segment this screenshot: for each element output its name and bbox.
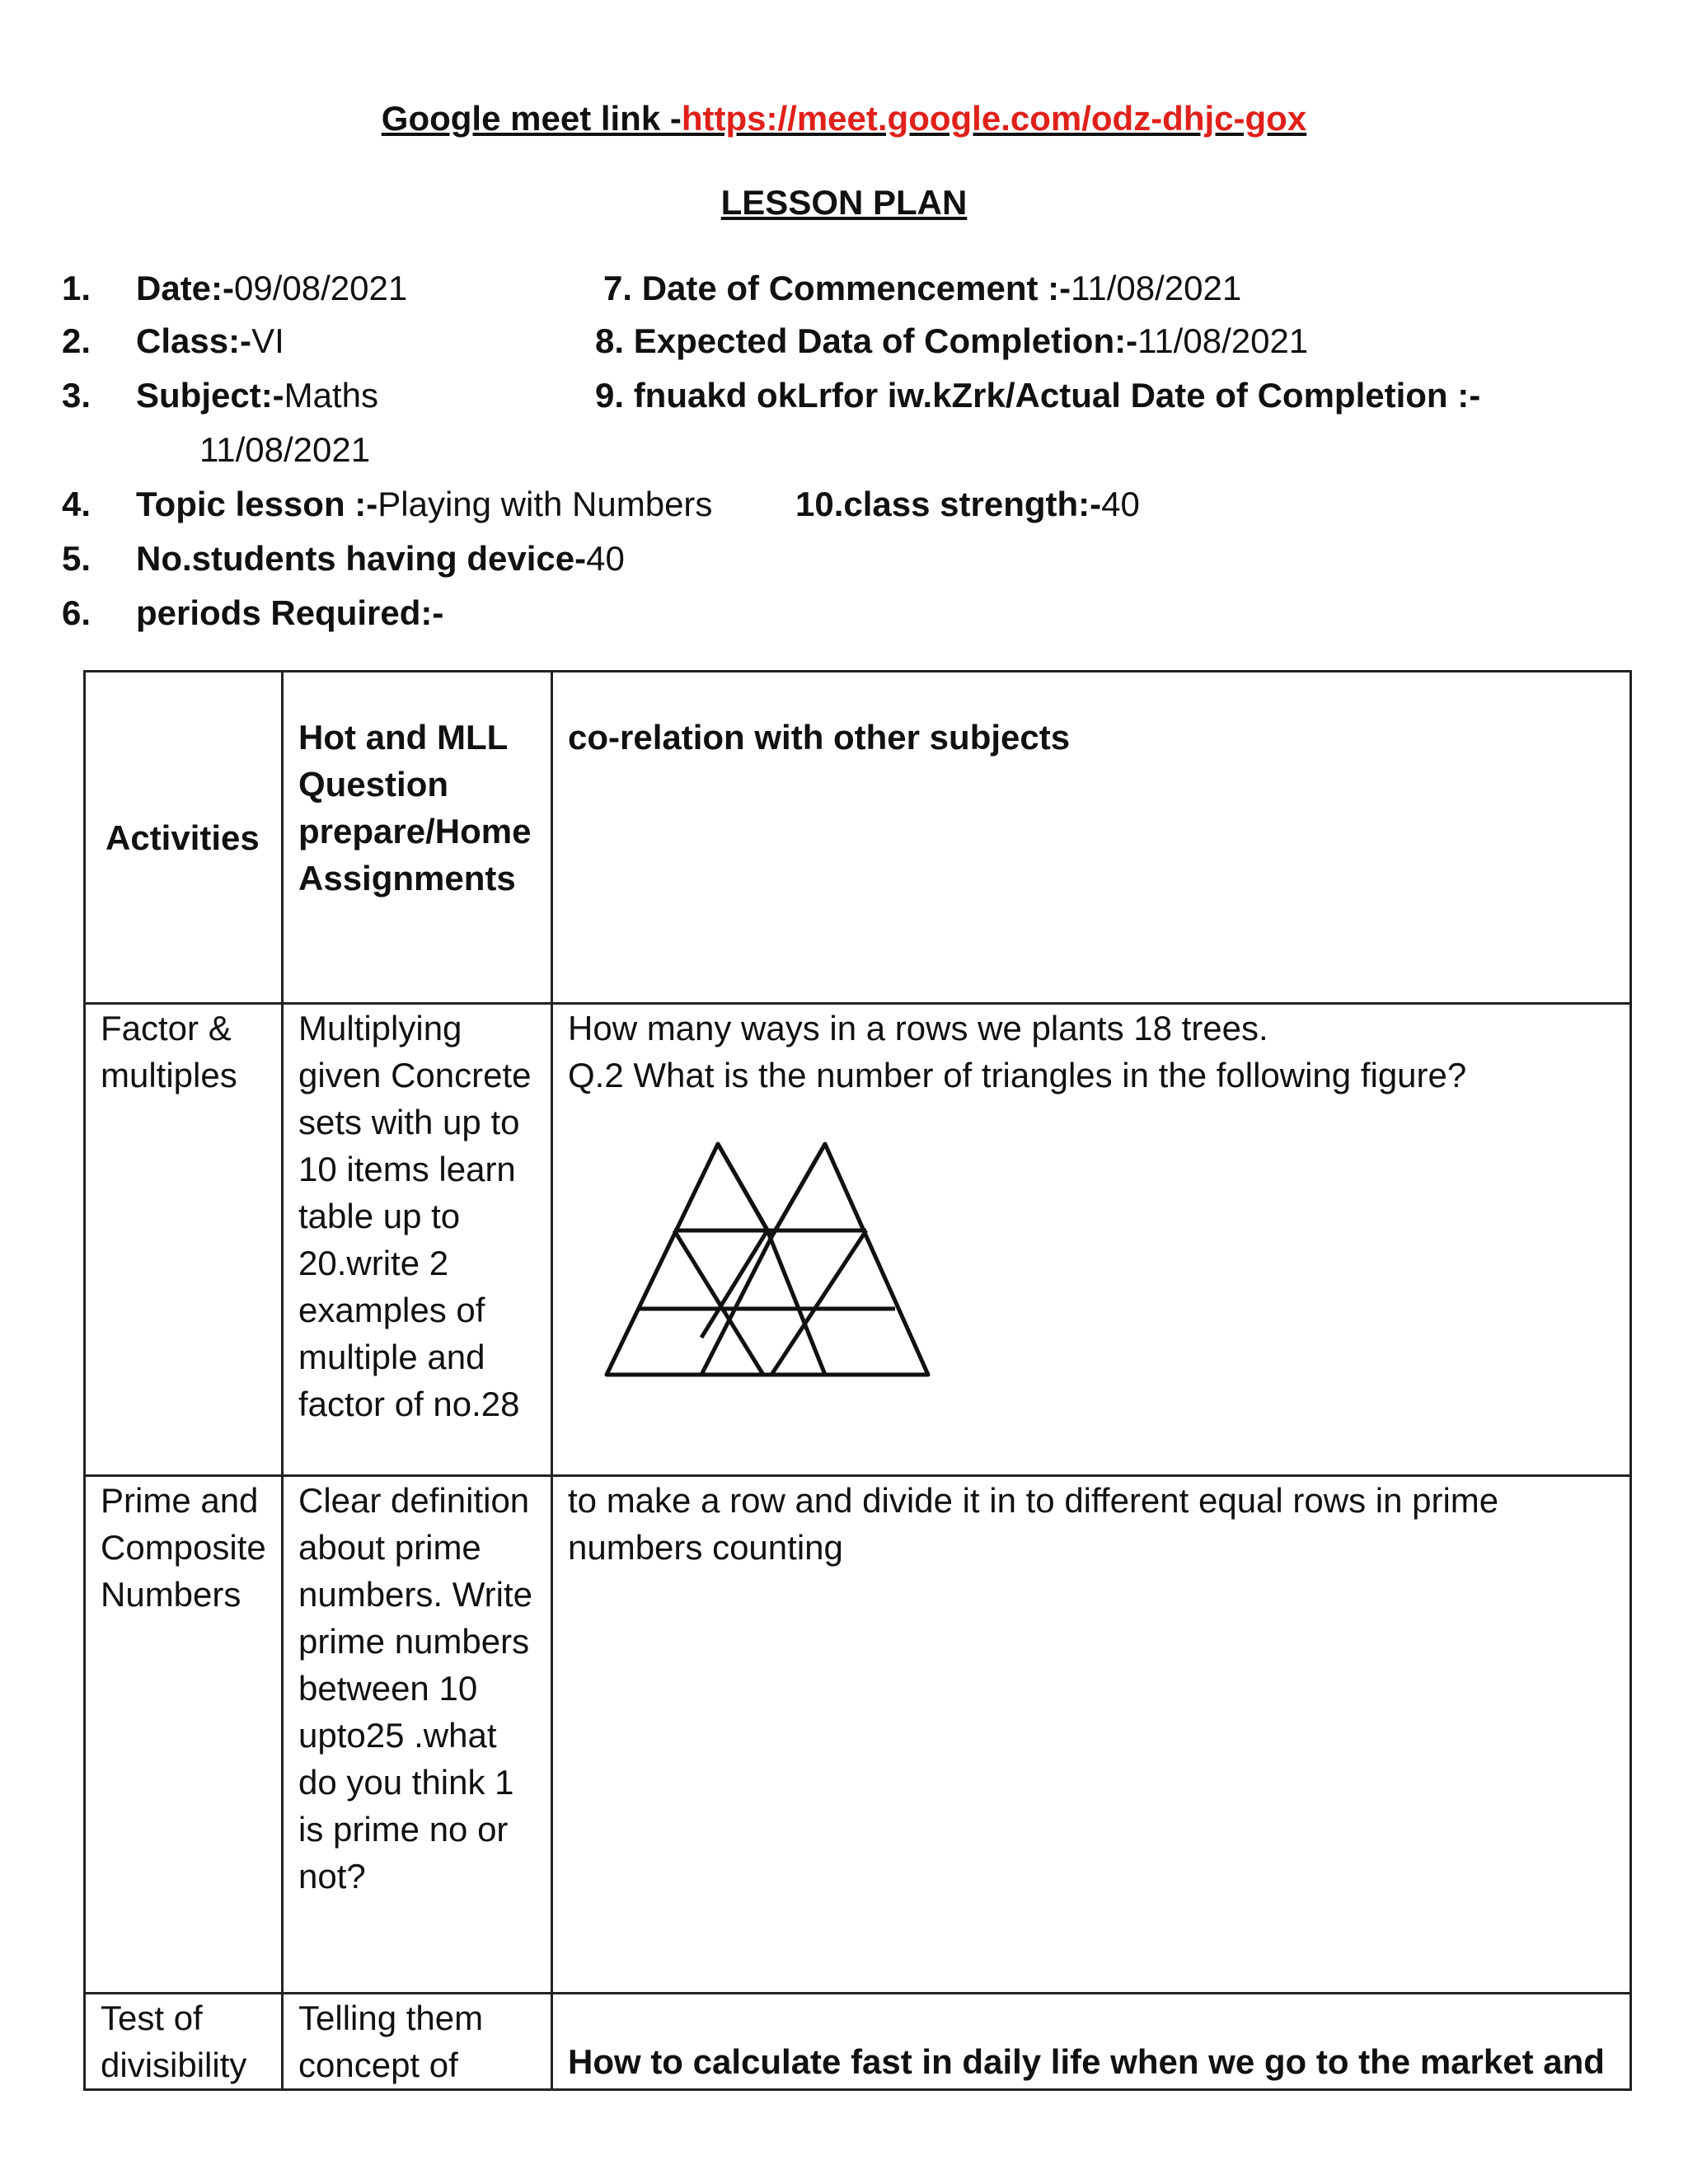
activity-cell: Factor & multiples <box>85 1004 283 1476</box>
assignment-cell: Clear definition about prime numbers. Write prime numbers between 10 upto25 .what do you think 1 is prime no or not? <box>283 1476 552 1994</box>
activity-cell: Prime and Composite Numbers <box>85 1476 283 1994</box>
header-assignments: Hot and MLL Question prepare/Home Assignments <box>283 672 552 1004</box>
students-label: No.students having device- <box>136 539 587 578</box>
assignment-cell: Telling them concept of <box>283 1994 552 2090</box>
grid-line <box>771 1230 866 1375</box>
lesson-table <box>83 670 1632 2091</box>
subject-label: Subject:- <box>136 376 284 415</box>
header-activities: Activities <box>85 672 283 1004</box>
class-label: Class:- <box>136 321 252 360</box>
strength-label: 10.class strength:- <box>795 485 1102 523</box>
date-field <box>136 269 407 308</box>
class-field <box>136 321 284 361</box>
topic-label: Topic lesson :- <box>136 485 378 523</box>
grid-line <box>771 1144 825 1237</box>
corelation-cell: to make a row and divide it in to different equal rows in prime numbers counting <box>552 1476 1631 1994</box>
item-number: 1. <box>62 269 91 307</box>
table-row <box>85 1004 1631 1476</box>
commencement-value: 11/08/2021 <box>1071 269 1242 307</box>
subject-continuation: 11/08/2021 <box>199 430 371 469</box>
table-row <box>85 1994 1631 2090</box>
item-number: 2. <box>62 321 91 360</box>
meet-label: Google meet link - <box>381 99 682 138</box>
date-label: Date:- <box>136 269 235 307</box>
item-number: 4. <box>62 485 91 523</box>
triangle-grid-figure <box>603 1140 932 1387</box>
grid-line <box>674 1230 763 1375</box>
expected-label: 8. Expected Data of Completion:- <box>595 321 1138 360</box>
actual-field <box>595 376 1480 415</box>
item-number: 5. <box>62 539 91 578</box>
item-number: 3. <box>62 376 91 415</box>
corelation-question: Q.2 What is the number of triangles in the following figure? <box>568 1056 1467 1094</box>
meet-url-link[interactable]: https://meet.google.com/odz-dhjc-gox <box>681 99 1307 138</box>
periods-label: periods Required:- <box>136 593 444 632</box>
page-title: LESSON PLAN <box>720 183 968 222</box>
corelation-cell: How to calculate fast in daily life when we go to the market and <box>552 1994 1631 2090</box>
strength-field <box>795 485 1140 524</box>
strength-value: 40 <box>1101 485 1140 523</box>
corelation-text: How many ways in a rows we plants 18 trees. <box>568 1009 1268 1047</box>
expected-value: 11/08/2021 <box>1137 321 1309 360</box>
class-value: VI <box>251 321 284 360</box>
date-value: 09/08/2021 <box>234 269 408 307</box>
header-corelation: co-relation with other subjects <box>552 672 1631 1004</box>
grid-line <box>767 1230 825 1375</box>
subject-value: Maths <box>284 376 379 415</box>
topic-value: Playing with Numbers <box>377 485 713 523</box>
assignment-cell: Multiplying given Concrete sets with up to 10 items learn table up to 20.write 2 examples of multiple and factor of no.28 <box>283 1004 552 1476</box>
corelation-cell <box>552 1004 1631 1476</box>
activity-cell: Test of divisibility <box>85 1994 283 2090</box>
commencement-field <box>603 269 1241 308</box>
students-value: 40 <box>586 539 625 578</box>
table-row <box>85 1476 1631 1994</box>
topic-field <box>136 485 712 524</box>
expected-field <box>595 321 1308 361</box>
item-number: 6. <box>62 593 91 632</box>
meet-link-line <box>0 99 1688 138</box>
table-header-row <box>85 672 1631 1004</box>
periods-field <box>136 593 443 633</box>
outer-outline <box>607 1144 928 1375</box>
grid-line <box>718 1144 767 1230</box>
grid-line <box>701 1230 767 1338</box>
actual-label: 9. fnuakd okLrfor iw.kZrk/Actual Date of Completion :- <box>595 376 1481 415</box>
grid-line <box>701 1237 771 1375</box>
students-field <box>136 539 625 579</box>
subject-field <box>136 376 378 415</box>
commencement-label: 7. Date of Commencement :- <box>603 269 1071 307</box>
